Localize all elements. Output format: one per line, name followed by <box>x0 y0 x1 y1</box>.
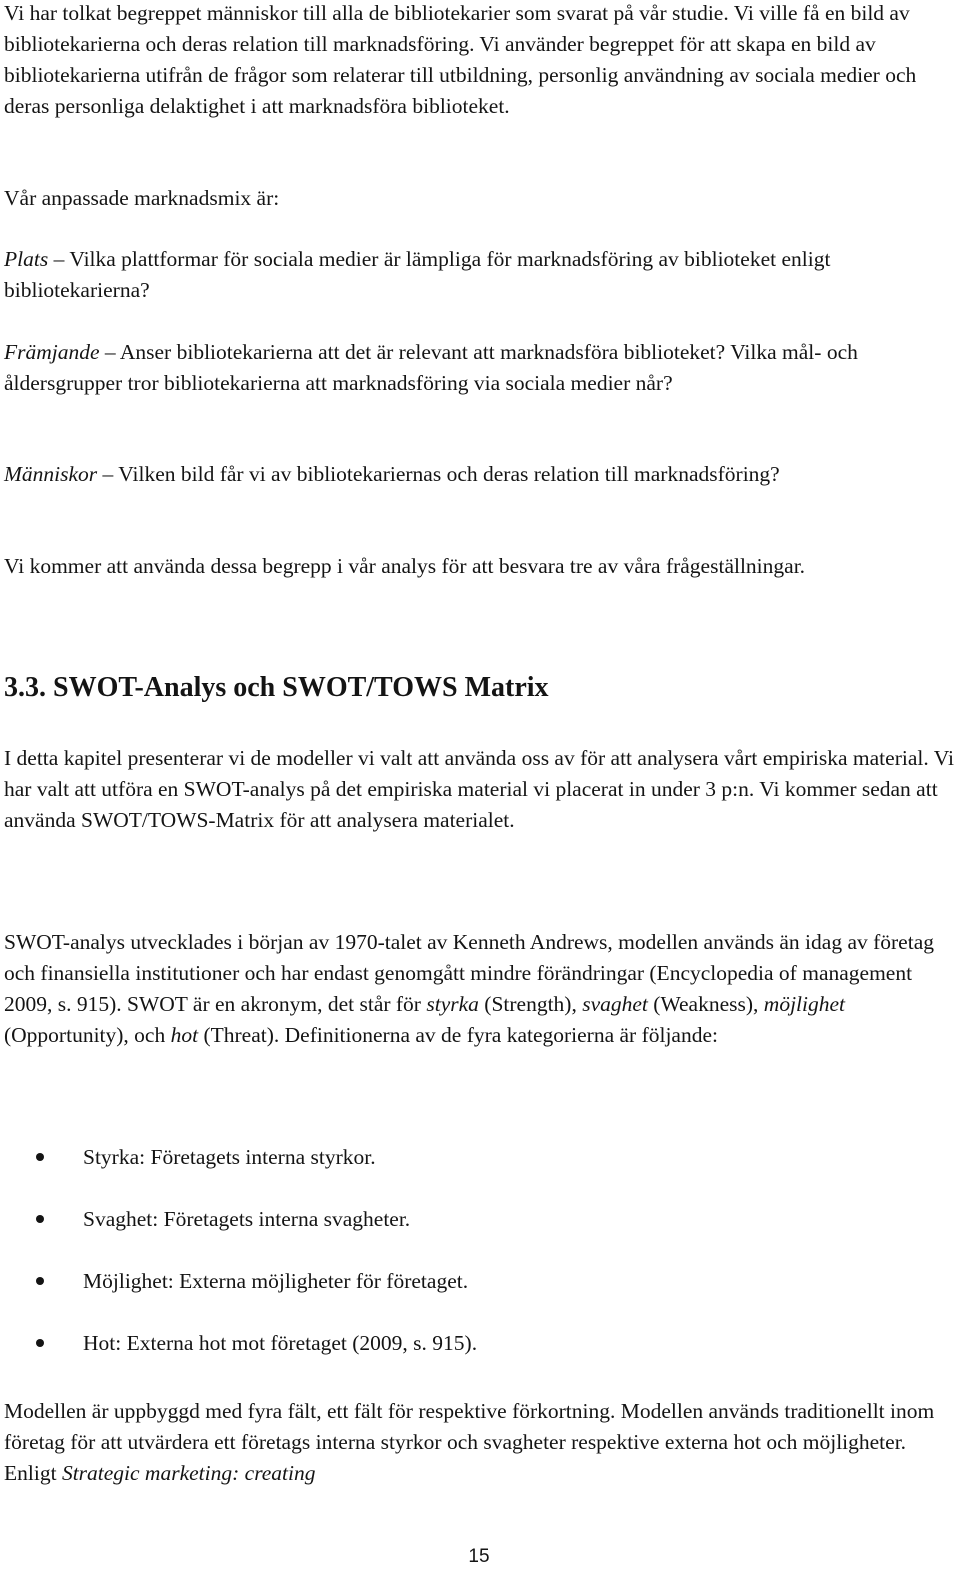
term-hot: hot <box>170 1023 199 1047</box>
model-text: Modellen är uppbyggd med fyra fält, ett fält för respektive förkortning. Modellen används traditionellt inom företag för att utvärdera ett företags interna styrkor och svagheter respektive externa hot och möjligheter. Enligt <box>4 1399 935 1485</box>
list-item-text: Svaghet: Företagets interna svagheter. <box>83 1207 411 1231</box>
bullet-icon <box>36 1339 44 1347</box>
paragraph-chapter-intro: I detta kapitel presenterar vi de modeller vi valt att använda oss av för att analysera vårt empiriska material. Vi har valt att utföra en SWOT-analys på det empiriska material vi placerat in under 3 p:n. Vi kommer sedan att använda SWOT/TOWS-Matrix för att analysera materialet. <box>4 746 954 832</box>
term-framjande: Främjande <box>4 340 100 364</box>
list-item-text: Hot: Externa hot mot företaget (2009, s. 915). <box>83 1331 478 1355</box>
list-item <box>4 1142 477 1204</box>
paragraph-framjande <box>4 337 954 399</box>
list-item-text: Styrka: Företagets interna styrkor. <box>83 1145 376 1169</box>
term-styrka: styrka <box>426 992 479 1016</box>
paragraph-manniskor-definition: Vi har tolkat begreppet människor till alla de bibliotekarier som svarat på vår studie. Vi ville få en bild av bibliotekarierna och deras relation till marknadsföring. Vi använder begreppet för att skapa en bild av bibliotekarierna utifrån de frågor som relaterar till utbildning, personlig användning av sociala medier och deras personliga delaktighet i att marknadsföra biblioteket. <box>4 1 917 118</box>
swot-text-part: (Weakness), <box>647 992 764 1016</box>
swot-text-part: SWOT-analys utvecklades i början av 1970-talet av Kenneth Andrews, modellen används än idag av företag och finansiella institutioner och har endast genomgått mindre förändringar (Encyclopedia of management 2009, s. 915). SWOT är en akronym, det står för <box>4 930 934 1016</box>
dash: – <box>97 462 119 486</box>
list-item-text: Möjlighet: Externa möjligheter för företaget. <box>83 1269 469 1293</box>
paragraph-marketing-mix-intro: Vår anpassade marknadsmix är: <box>4 186 280 210</box>
paragraph-plats <box>4 244 954 306</box>
swot-text-part: (Threat). Definitionerna av de fyra kategorierna är följande: <box>198 1023 718 1047</box>
paragraph-swot-history <box>4 927 954 1051</box>
bullet-icon <box>36 1153 44 1161</box>
bullet-icon <box>36 1277 44 1285</box>
page-number: 15 <box>468 1546 490 1567</box>
term-svaghet: svaghet <box>582 992 648 1016</box>
dash: – <box>99 340 120 364</box>
dash: – <box>48 247 70 271</box>
paragraph-model-description <box>4 1396 954 1489</box>
term-mojlighet: möjlighet <box>763 992 846 1016</box>
term-plats: Plats <box>4 247 49 271</box>
list-item <box>4 1266 477 1328</box>
framjande-text: Anser bibliotekarierna att det är relevant att marknadsföra biblioteket? Vilka mål- och åldersgrupper tror bibliotekarierna att marknadsföring via sociala medier når? <box>4 340 858 395</box>
paragraph-usage: Vi kommer att använda dessa begrepp i vår analys för att besvara tre av våra frågeställningar. <box>4 554 806 578</box>
list-item <box>4 1328 477 1390</box>
paragraph-manniskor <box>4 459 780 490</box>
swot-text-part: (Strength), <box>478 992 583 1016</box>
list-item <box>4 1204 477 1266</box>
swot-text-part: (Opportunity), och <box>4 1023 171 1047</box>
bullet-icon <box>36 1215 44 1223</box>
manniskor-text: Vilken bild får vi av bibliotekariernas och deras relation till marknadsföring? <box>118 462 780 486</box>
section-heading: 3.3. SWOT-Analys och SWOT/TOWS Matrix <box>4 672 549 703</box>
swot-definitions-list <box>4 1142 477 1390</box>
term-manniskor: Människor <box>4 462 98 486</box>
book-title: Strategic marketing: creating <box>61 1461 316 1485</box>
plats-text: Vilka plattformar för sociala medier är lämpliga för marknadsföring av biblioteket enligt bibliotekarierna? <box>4 247 831 302</box>
